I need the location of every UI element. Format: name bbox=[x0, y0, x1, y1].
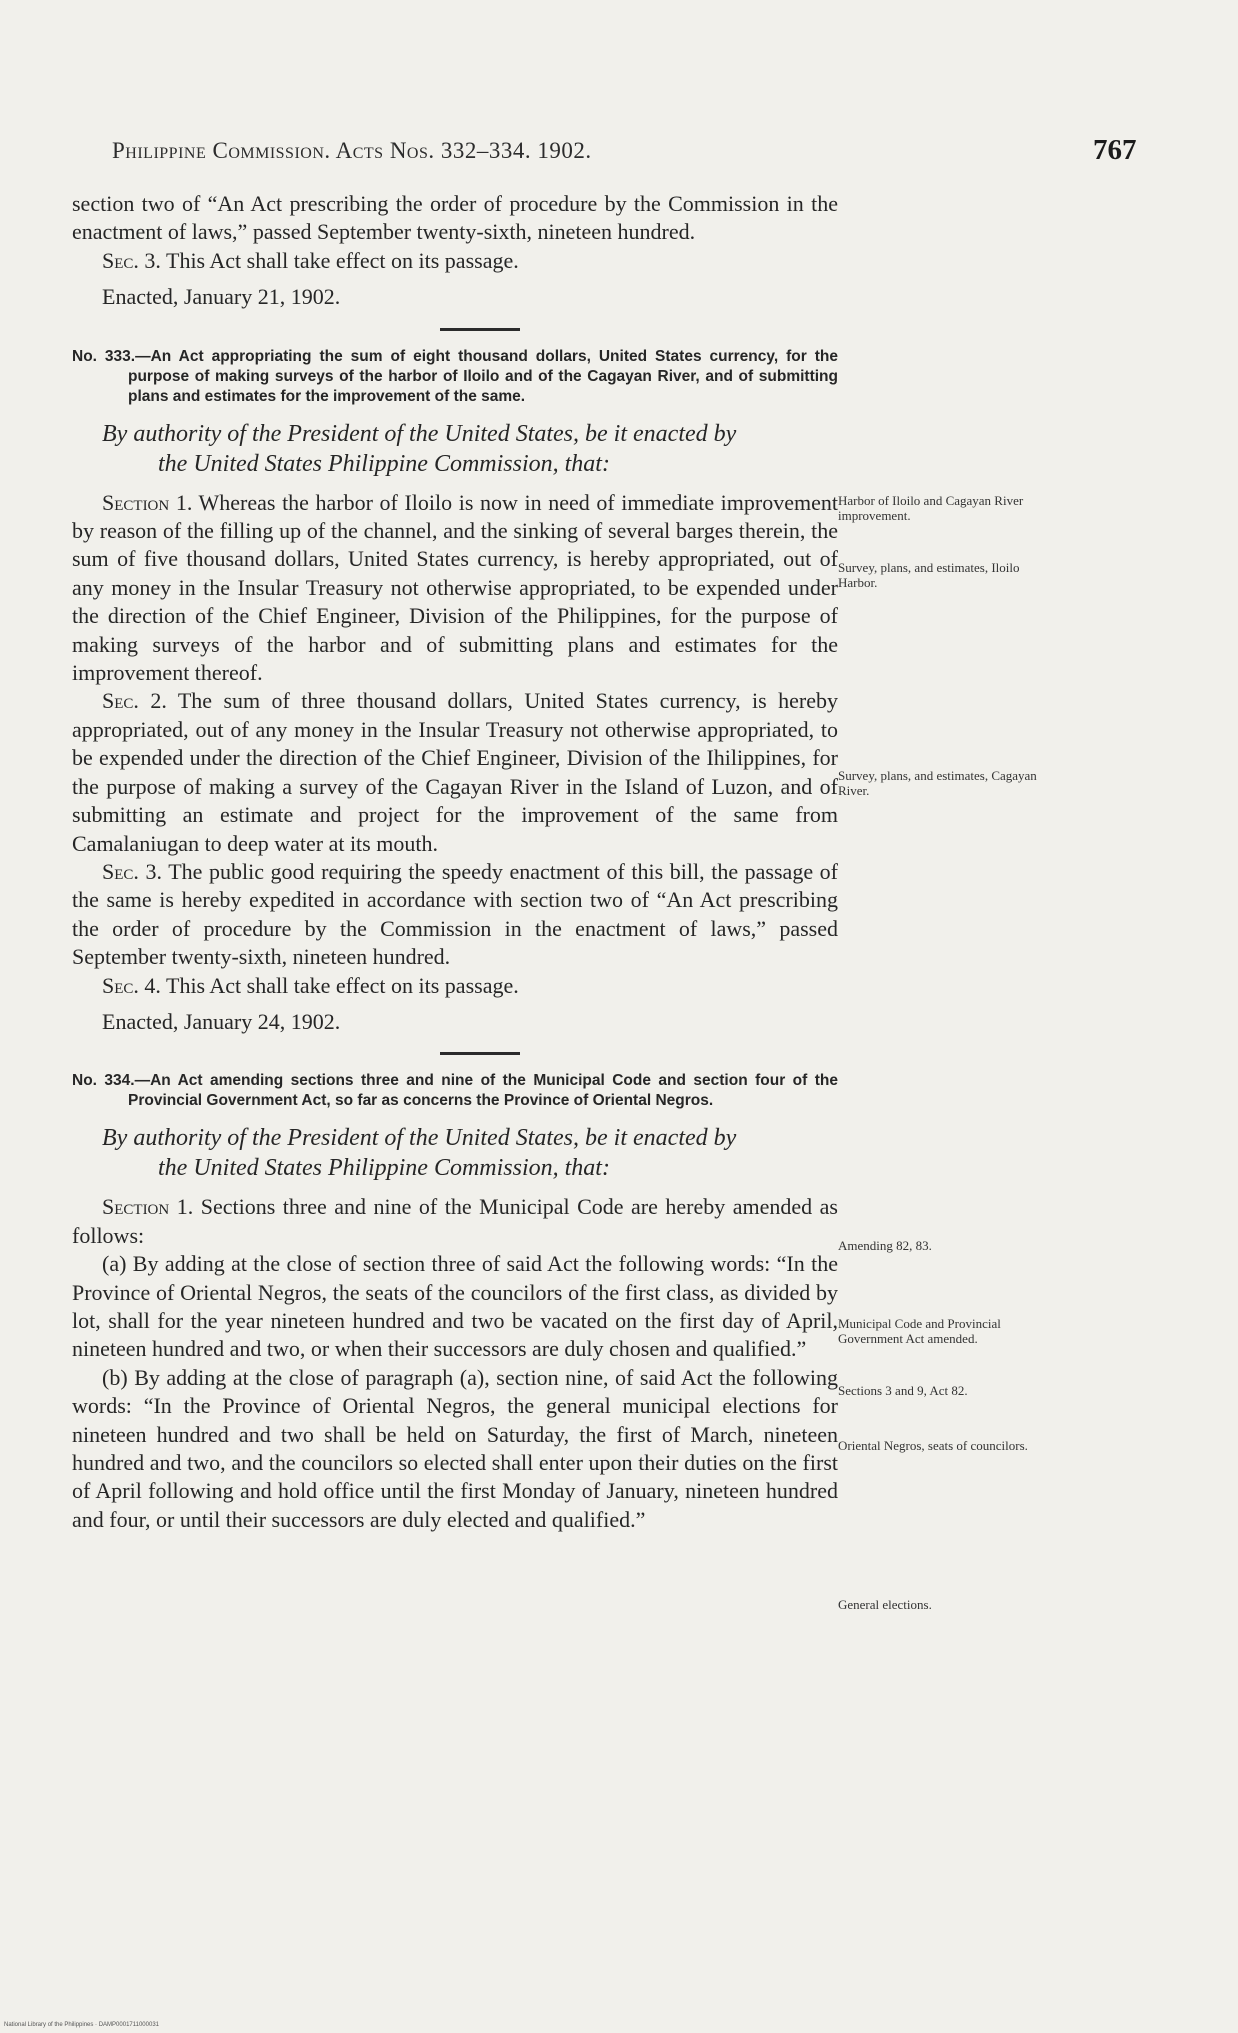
margin-note: Amending 82, 83. bbox=[838, 1238, 932, 1253]
act-333-sec-4 bbox=[72, 972, 838, 1000]
section-label: Section 1. bbox=[102, 1194, 194, 1220]
act-333-sec-3 bbox=[72, 858, 838, 972]
act-334-enacting-clause bbox=[72, 1123, 838, 1183]
continuation-sec-3 bbox=[72, 247, 838, 275]
act-334-paragraph-b: (b) By adding at the close of paragraph (a), section nine, of said Act the following words: “In the Province of Oriental Negros, the general municipal elections for nineteen hundred and two shall be held on Saturday, the first of March, nineteen hundred and two, and the councilors so elected shall enter upon their duties on the first of April following and hold office until the first Monday of January, nineteen hundred and four, or until their successors are duly elected and qualified.” bbox=[72, 1364, 838, 1532]
section-divider bbox=[440, 328, 520, 331]
page-number: 767 bbox=[1093, 134, 1137, 166]
act-number: No. 333. bbox=[72, 347, 136, 365]
section-text: Sections three and nine of the Municipal Code are hereby amended as follows: bbox=[72, 1194, 838, 1248]
act-number: No. 334. bbox=[72, 1072, 135, 1090]
running-head: Philippine Commission. Acts Nos. 332–334. 1902. bbox=[112, 138, 592, 163]
sec-text: The sum of three thousand dollars, United States currency, is hereby appropriated, out of any money in the Insular Treasury not otherwise appropriated, to be expended under the direction of the Chief Engineer, Division of the Ihilippines, for the purpose of making a survey of the Cagayan River in the Island of Luzon, and of submitting an estimate and project for the improvement of the same from Camalaniugan to deep water at its mouth. bbox=[72, 688, 838, 856]
enacted-date-332: Enacted, January 21, 1902. bbox=[102, 284, 341, 310]
continuation-paragraph: section two of “An Act prescribing the order of procedure by the Commission in the enactment of laws,” passed September twenty-sixth, nineteen hundred. bbox=[72, 191, 838, 245]
act-title-text: —An Act amending sections three and nine of the Municipal Code and section four of the Provincial Government Act, so far as concerns the Province of Oriental Negros. bbox=[128, 1072, 838, 1110]
enacting-line-2: the United States Philippine Commission, that: bbox=[158, 450, 610, 477]
enacting-line-1: By authority of the President of the United States, be it enacted by bbox=[102, 1125, 737, 1152]
section-label: Section 1. bbox=[102, 489, 193, 515]
act-333-section-1 bbox=[72, 489, 838, 688]
margin-note: Harbor of Iloilo and Cagayan River improvement. bbox=[838, 493, 1024, 523]
margin-note: Oriental Negros, seats of councilors. bbox=[838, 1438, 1028, 1453]
archive-footer: National Library of the Philippines · DAMP0001711000031 bbox=[4, 2022, 159, 2028]
margin-note: Sections 3 and 9, Act 82. bbox=[838, 1383, 968, 1398]
act-title-text: —An Act appropriating the sum of eight thousand dollars, United States currency, for the purpose of making surveys of the harbor of Iloilo and of the Cagayan River, and of submitting plans and estimates for the improvement of the same. bbox=[128, 347, 838, 405]
sec-label: Sec. 3. bbox=[102, 247, 161, 273]
margin-note: General elections. bbox=[838, 1597, 932, 1612]
sec-text: This Act shall take effect on its passage. bbox=[160, 247, 519, 273]
sec-text: This Act shall take effect on its passage. bbox=[160, 972, 519, 998]
sec-text: The public good requiring the speedy enactment of this bill, the passage of the same is hereby expedited in accordance with section two of “An Act prescribing the order of procedure by the Commission in the enactment of laws,” passed September twenty-sixth, nineteen hundred. bbox=[72, 858, 839, 970]
section-divider bbox=[440, 1052, 520, 1055]
act-334-section-1 bbox=[72, 1193, 838, 1250]
act-333-enacting-clause bbox=[72, 419, 838, 479]
margin-note: Survey, plans, and estimates, Iloilo Harbor. bbox=[838, 560, 1020, 590]
act-334-title bbox=[72, 1071, 838, 1111]
enacted-date-333: Enacted, January 24, 1902. bbox=[102, 1008, 341, 1034]
act-333-sec-2 bbox=[72, 687, 838, 857]
enacting-line-2: the United States Philippine Commission, that: bbox=[158, 1155, 610, 1182]
enacting-line-1: By authority of the President of the United States, be it enacted by bbox=[102, 420, 737, 447]
act-333-title bbox=[72, 347, 838, 407]
sec-label: Sec. 4. bbox=[102, 972, 161, 998]
margin-note: Municipal Code and Provincial Government Act amended. bbox=[838, 1316, 1001, 1346]
sec-label: Sec. 2. bbox=[102, 688, 167, 714]
act-334-paragraph-a: (a) By adding at the close of section three of said Act the following words: “In the Province of Oriental Negros, the seats of the councilors of the first class, as divided by lot, shall for the year nineteen hundred and two be vacated on the first day of April, nineteen hundred and two, or when their successors are duly chosen and qualified.” bbox=[72, 1251, 838, 1362]
page-body bbox=[72, 190, 838, 1534]
sec-label: Sec. 3. bbox=[102, 858, 162, 884]
section-text: Whereas the harbor of Iloilo is now in need of immediate improvement by reason of the filling up of the channel, and the sinking of several barges therein, the sum of five thousand dollars, United States currency, is hereby appropriated, out of any money in the Insular Treasury not otherwise appropriated, to be expended under the direction of the Chief Engineer, Division of the Philippines, for the purpose of making surveys of the harbor and of submitting plans and estimates for the improvement thereof. bbox=[72, 489, 838, 686]
margin-note: Survey, plans, and estimates, Cagayan River. bbox=[838, 768, 1037, 798]
